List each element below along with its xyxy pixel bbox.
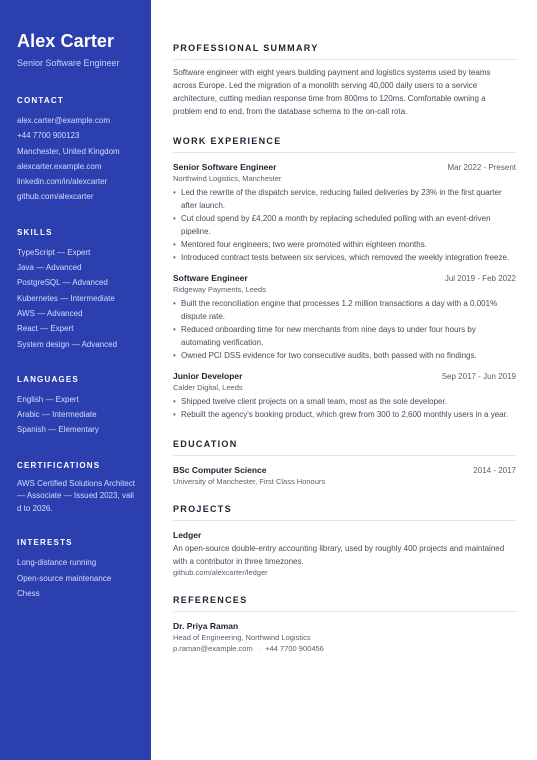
language-item: Spanish — Elementary — [17, 425, 99, 435]
job-entry — [173, 162, 516, 264]
projects-section — [173, 504, 516, 577]
summary-section — [173, 43, 516, 118]
skill-item: TypeScript — Expert — [17, 247, 91, 257]
skill-item: AWS — Advanced — [17, 308, 83, 318]
job-title: Software Engineer — [173, 273, 248, 283]
education-section — [173, 439, 516, 486]
project-link[interactable]: github.com/alexcarter/ledger — [173, 568, 268, 577]
project-description: An open-source double-entry accounting library, used by roughly 400 projects and maintained with a contributor in three timezones. — [173, 544, 505, 566]
interest-item: Chess — [17, 588, 40, 598]
job-bullets — [173, 395, 516, 421]
certifications-list — [17, 478, 139, 516]
reference-phone[interactable]: +44 7700 900456 — [265, 644, 324, 653]
reference-name: Dr. Priya Raman — [173, 621, 239, 631]
contact-email[interactable]: alex.carter@example.com — [17, 116, 111, 125]
summary-heading: PROFESSIONAL SUMMARY — [173, 43, 516, 60]
language-item: English — Expert — [17, 394, 79, 404]
education-heading: EDUCATION — [173, 439, 516, 456]
skill-item: System design — Advanced — [17, 339, 118, 349]
experience-section — [173, 136, 516, 421]
school-name: University of Manchester, First Class Honours — [173, 477, 326, 486]
job-dates: Sep 2017 - Jun 2019 — [441, 372, 516, 381]
job-bullet: • Introduced contract tests between six services, which removed the weekly integration freeze. — [173, 251, 516, 264]
job-bullet: • Cut cloud spend by £4,200 a month by replacing scheduled polling with an event-driven pipeline. — [173, 212, 516, 238]
job-dates: Jul 2019 - Feb 2022 — [444, 274, 516, 283]
interest-item: Open-source maintenance — [17, 573, 112, 583]
candidate-name: Alex Carter — [17, 31, 115, 51]
education-dates: 2014 - 2017 — [473, 466, 516, 475]
skills-list — [17, 245, 139, 352]
job-bullet: • Shipped twelve client projects on a small team, most as the sole developer. — [173, 395, 516, 408]
job-entry — [173, 371, 516, 421]
interests-heading: INTERESTS — [17, 538, 73, 548]
job-dates: Mar 2022 - Present — [447, 163, 516, 172]
job-title: Junior Developer — [173, 371, 243, 381]
job-bullet: • Reduced onboarding time for new merchants from nine days to under four hours by automating verification. — [173, 323, 516, 349]
skill-item: Java — Advanced — [17, 263, 82, 273]
job-title: Senior Software Engineer — [173, 162, 277, 172]
reference-contact — [173, 644, 516, 653]
interest-item: Long-distance running — [17, 558, 97, 568]
job-bullet: • Built the reconciliation engine that processes 1.2 million transactions a day with a 0.001% dispute rate. — [173, 297, 516, 323]
references-section — [173, 595, 516, 653]
job-bullet: • Owned PCI DSS evidence for two consecutive audits, both passed with no findings. — [173, 349, 516, 362]
job-entry — [173, 273, 516, 362]
skill-item: React — Expert — [17, 324, 74, 334]
candidate-role: Senior Software Engineer — [17, 58, 120, 68]
skill-item: Kubernetes — Intermediate — [17, 293, 115, 303]
main-content — [151, 0, 537, 760]
language-item: Arabic — Intermediate — [17, 410, 97, 420]
certification-item: AWS Certified Solutions Architect — Associate — Issued 2023, valid to 2026. — [17, 478, 135, 513]
contact-phone[interactable]: +44 7700 900123 — [17, 131, 80, 141]
projects-heading: PROJECTS — [173, 504, 516, 521]
project-name: Ledger — [173, 530, 202, 540]
job-bullet: • Led the rewrite of the dispatch service, reducing failed deliveries by 23% in the first quarter after launch. — [173, 186, 516, 212]
experience-heading: WORK EXPERIENCE — [173, 136, 516, 153]
reference-email[interactable]: p.raman@example.com — [173, 644, 253, 653]
skills-heading: SKILLS — [17, 227, 53, 237]
degree-title: BSc Computer Science — [173, 465, 267, 475]
contact-list — [17, 113, 139, 205]
job-bullet: • Rebuilt the agency's booking product, which grew from 300 to 2,600 monthly users in a year. — [173, 408, 516, 421]
job-bullet: • Mentored four engineers; two were promoted within eighteen months. — [173, 238, 516, 251]
contact-github[interactable]: github.com/alexcarter — [17, 192, 94, 202]
job-company: Calder Digital, Leeds — [173, 383, 243, 392]
job-company: Northwind Logistics, Manchester — [173, 174, 282, 183]
contact-linkedin[interactable]: linkedin.com/in/alexcarter — [17, 177, 108, 187]
contact-heading: CONTACT — [17, 96, 64, 105]
job-bullets — [173, 297, 516, 362]
skill-item: PostgreSQL — Advanced — [17, 278, 108, 288]
references-heading: REFERENCES — [173, 595, 516, 612]
contact-location: Manchester, United Kingdom — [17, 146, 120, 156]
languages-heading: LANGUAGES — [17, 374, 79, 384]
reference-position: Head of Engineering, Northwind Logistics — [173, 633, 311, 642]
job-company: Ridgeway Payments, Leeds — [173, 285, 266, 294]
job-bullets — [173, 186, 516, 264]
interests-list — [17, 555, 139, 601]
separator-dot: · — [257, 644, 261, 653]
contact-website[interactable]: alexcarter.example.com — [17, 161, 102, 171]
summary-text: Software engineer with eight years building payment and logistics systems used by teams across Europe. Led the migration of a monolith serving 40,000 daily users to a service architecture, cutting median response time from 800ms to 120ms. Comfortable owning a problem end to end, from the database schema to the on-call rota. — [173, 68, 491, 116]
languages-list — [17, 392, 139, 438]
certifications-heading: CERTIFICATIONS — [17, 460, 101, 470]
sidebar — [0, 0, 151, 760]
